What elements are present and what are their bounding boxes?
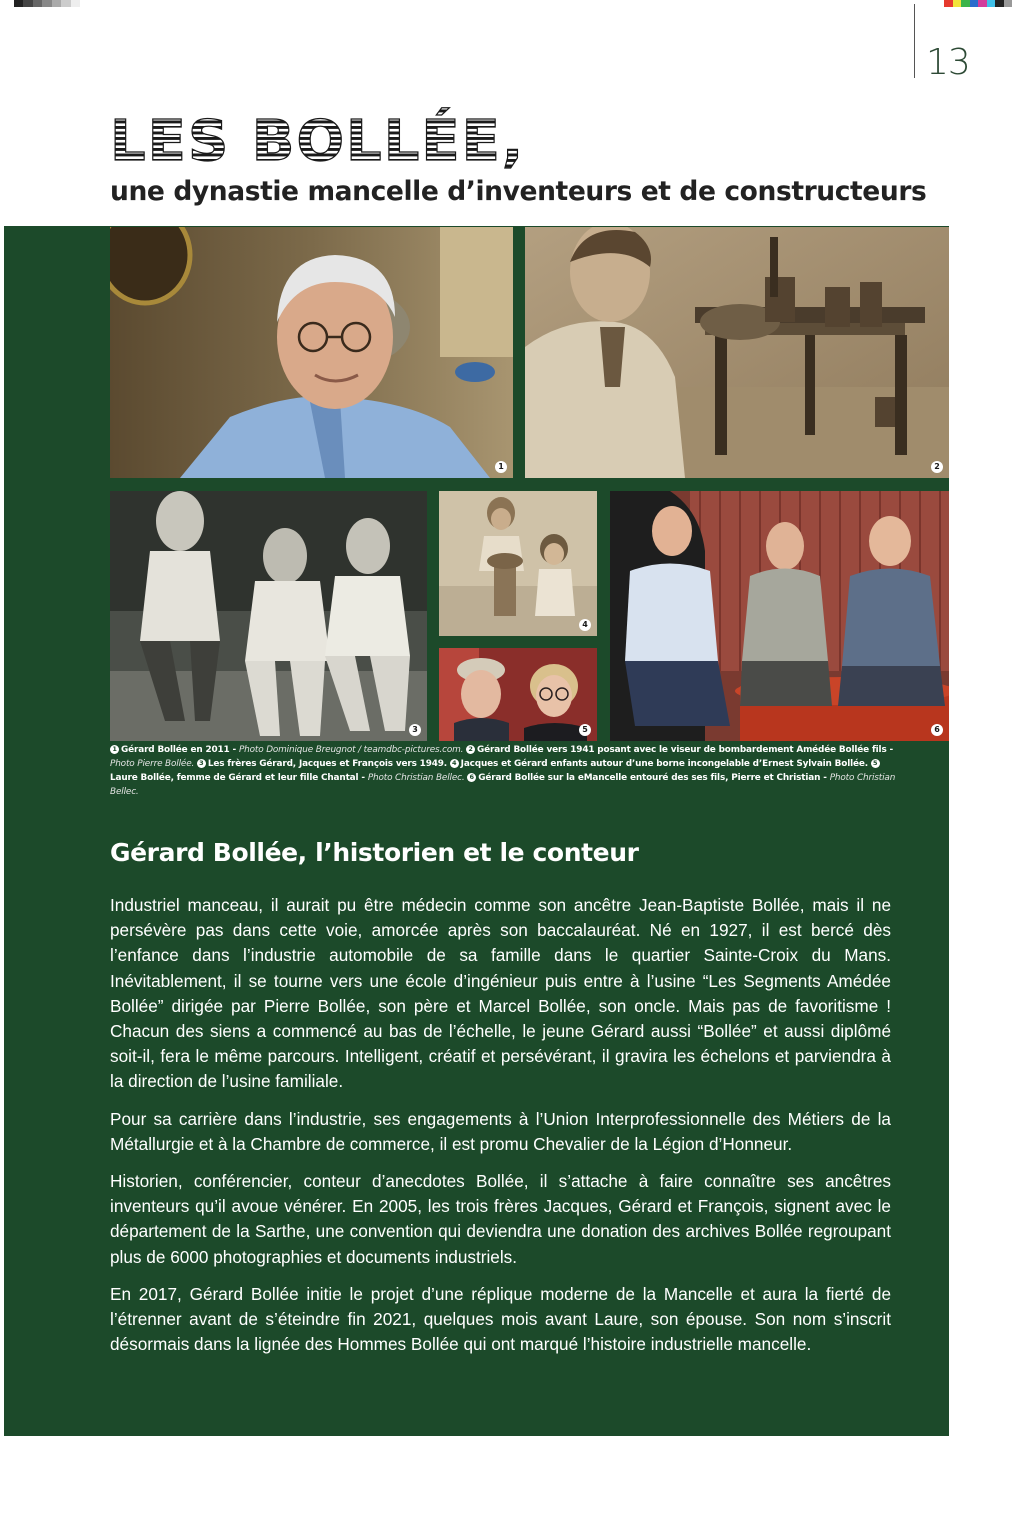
page-title-text: LES BOLLÉE, — [110, 109, 526, 172]
article-heading: Gérard Bollée, l’historien et le conteur — [110, 838, 639, 867]
article-paragraph: En 2017, Gérard Bollée initie le projet d’une réplique moderne de la Mancelle et aura la fierté de l’étrenner avant de s’éteindre fin 2021, quelques mois avant Laure, son épouse. Son nom s’inscrit désormais dans la lignée des Hommes Bollée qui ont marqué l’histoire industrielle mancelle. — [110, 1283, 891, 1355]
article-paragraph: Industriel manceau, il aurait pu être médecin comme son ancêtre Jean-Baptiste Bollée, mais il ne persévère pas dans cette voie, amorcée après son baccalauréat. Né en 1927, il est bercé dès l’enfance dans l’industrie automobile de sa famille dans le quartier Sainte-Croix du Mans. Inévitablement, il se tourne vers une école d’ingénieur puis entre à l’usine “Les Segments Amédée Bollée” dirigée par Pierre Bollée, son père et Marcel Bollée, son oncle. Mais pas de favoritisme ! Chacun des siens a commencé au bas de l’échelle, le jeune Gérard aussi “Bollée” et aussi diplômé soit-il, fera le même parcours. Intelligent, créatif et persévérant, il gravira les échelons et parviendra à la direction de l’usine familiale. — [110, 895, 891, 1092]
caption-text: Gérard Bollée en 2011 - — [121, 745, 239, 755]
caption-number-badge: 2 — [466, 745, 475, 754]
caption-credit: Photo Pierre Bollée. — [110, 759, 195, 769]
caption-number-badge: 1 — [110, 745, 119, 754]
caption-number-badge: 4 — [450, 759, 459, 768]
photo-number-badge: 5 — [579, 724, 591, 736]
page-number: 13 — [926, 42, 970, 83]
photo-number-badge: 4 — [579, 619, 591, 631]
photo-caption — [110, 743, 900, 799]
photo-1 — [110, 227, 513, 478]
caption-number-badge: 6 — [467, 773, 476, 782]
caption-number-badge: 5 — [871, 759, 880, 768]
caption-text: Gérard Bollée sur la eMancelle entouré des ses fils, Pierre et Christian - — [478, 773, 830, 783]
page-number-rule — [914, 4, 915, 78]
caption-text: Gérard Bollée vers 1941 posant avec le viseur de bombardement Amédée Bollée fils - — [477, 745, 894, 755]
caption-text: Laure Bollée, femme de Gérard et leur fille Chantal - — [110, 773, 368, 783]
caption-text: Les frères Gérard, Jacques et François vers 1949. — [207, 759, 447, 769]
photo-number-badge: 3 — [409, 724, 421, 736]
caption-credit: Photo Dominique Breugnot / teamdbc-pictures.com. — [238, 745, 464, 755]
caption-number-badge: 3 — [197, 759, 206, 768]
registration-marks-right — [944, 0, 1012, 7]
photo-number-badge: 2 — [931, 461, 943, 473]
page-subtitle: une dynastie mancelle d’inventeurs et de constructeurs — [110, 176, 927, 207]
registration-marks-left — [14, 0, 80, 7]
article-paragraph: Historien, conférencier, conteur d’anecdotes Bollée, il s’attache à faire connaître ses ancêtres inventeurs qu’il avoue vénérer. En 2005, les trois frères Jacques, Gérard et François, signent avec le département de la Sarthe, une convention qui deviendra une donation des archives Bollée regroupant plus de 6000 photographies et documents industriels. — [110, 1171, 891, 1267]
photo-number-badge: 1 — [495, 461, 507, 473]
photo-6 — [610, 491, 949, 741]
caption-credit: Photo Christian Bellec. — [367, 773, 465, 783]
photo-2 — [525, 227, 949, 478]
caption-text: Jacques et Gérard enfants autour d’une borne incongelable d’Ernest Sylvain Bollée. — [460, 759, 868, 769]
page-title — [110, 104, 590, 172]
photo-5 — [439, 648, 597, 741]
photo-3 — [110, 491, 427, 741]
photo-4 — [439, 491, 597, 636]
article-paragraph: Pour sa carrière dans l’industrie, ses engagements à l’Union Interprofessionnelle des Métiers de la Métallurgie et à la Chambre de commerce, il est promu Chevalier de la Légion d’Honneur. — [110, 1108, 891, 1154]
article-body — [110, 893, 891, 1369]
caption-credit: Photo Christian Bellec. — [110, 773, 896, 797]
photo-number-badge: 6 — [931, 724, 943, 736]
